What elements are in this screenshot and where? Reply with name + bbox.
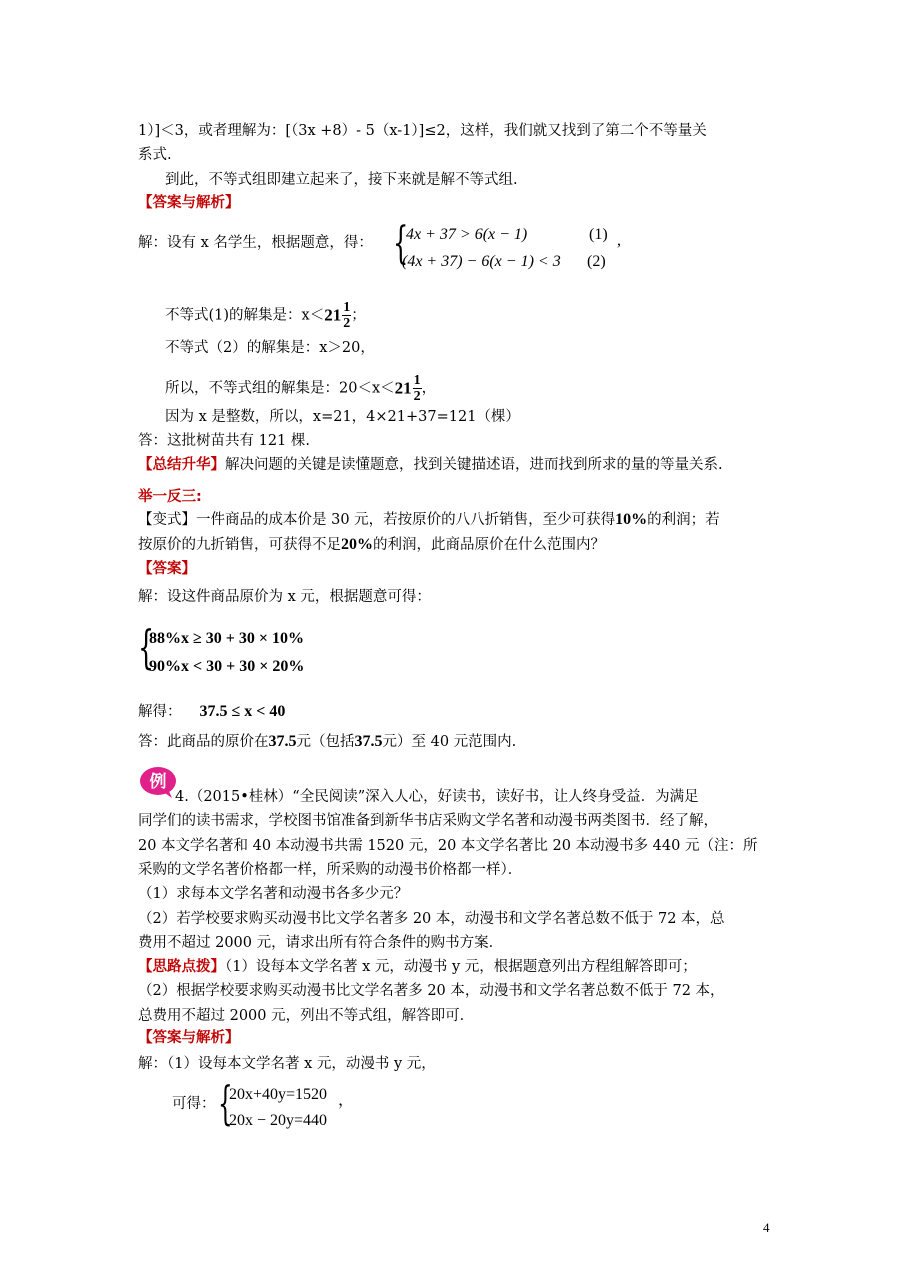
- example-line: 4.（2015•桂林）“全民阅读”深入人心，好读书，读好书，让人终身受益．为满足: [175, 789, 699, 805]
- fraction: [342, 300, 351, 331]
- example-line: 20 本文学名著和 40 本动漫书共需 1520 元，20 本文学名著比 20 本动漫书多 440 元（注：所: [138, 838, 758, 854]
- badge-label: 例: [149, 772, 167, 792]
- text: 元（包括: [296, 734, 355, 750]
- inequality-row-1: 88%x ≥ 30 + 30 × 10%: [149, 630, 305, 647]
- value: 37.5: [354, 733, 383, 750]
- mixed-number-whole: 21: [324, 305, 342, 325]
- hint-line: 总费用不超过 2000 元，列出不等式组，解答即可．: [138, 1008, 475, 1024]
- solution-set-1: [165, 300, 366, 331]
- hint-line: [138, 957, 697, 977]
- text: 元）至 40 元范围内.: [382, 734, 517, 750]
- equation-number: (1): [589, 226, 608, 243]
- question-2: 费用不超过 2000 元，请求出所有符合条件的购书方案．: [138, 935, 504, 951]
- answer-analysis-heading: 【答案与解析】: [138, 1030, 240, 1046]
- text: 的利润，此商品原价在什么范围内？: [373, 537, 605, 553]
- summary-line: [138, 455, 723, 475]
- text: 按原价的九折销售，可获得不足: [138, 537, 341, 553]
- page-number: 4: [763, 1220, 770, 1235]
- answer-line: [138, 732, 516, 752]
- value: 37.5: [268, 733, 297, 750]
- fraction: [413, 373, 422, 404]
- text: 不等式(1)的解集是：x＜: [165, 307, 325, 324]
- text-line: 系式.: [138, 147, 172, 163]
- answer-line: 答：这批树苗共有 121 棵.: [138, 433, 311, 449]
- mixed-number-whole: 21: [394, 378, 412, 398]
- text: 解得：: [138, 704, 182, 720]
- text-line: 到此，不等式组即建立起来了，接下来就是解不等式组.: [165, 172, 518, 188]
- text: 可得：: [172, 1096, 216, 1112]
- left-brace: {: [138, 620, 155, 674]
- solution-intro: 解：设这件商品原价为 x 元，根据题意可得：: [138, 589, 431, 605]
- text: ，: [421, 380, 437, 397]
- text: ；: [351, 307, 366, 324]
- solution-set-2: 不等式（2）的解集是：x＞20，: [165, 340, 375, 356]
- hint-line: （2）根据学校要求购买动漫书比文学名著多 20 本，动漫书和文学名著总数不低于 72 本，: [138, 983, 725, 999]
- denominator: 2: [413, 389, 421, 404]
- inequality-row-2: 90%x < 30 + 30 × 20%: [149, 658, 305, 675]
- inequality-row-1: 4x + 37 > 6(x − 1): [406, 226, 528, 243]
- text: 所以，不等式组的解集是：20＜x＜: [165, 380, 395, 397]
- question-2: （2）若学校要求购买动漫书比文学名著多 20 本，动漫书和文学名著总数不低于 72 本，总: [138, 911, 725, 927]
- hint-heading: 【思路点拨】: [138, 959, 225, 975]
- variant-line-2: [138, 535, 605, 555]
- percent-value: 10%: [615, 511, 648, 528]
- numerator: 1: [343, 300, 351, 315]
- solution-intro: 解：设有 x 名学生，根据题意，得：: [138, 235, 373, 251]
- example-line: 采购的文学名著价格都一样，所采购的动漫书价格都一样）．: [138, 862, 523, 878]
- text: 答：此商品的原价在: [138, 734, 269, 750]
- denominator: 2: [343, 316, 351, 331]
- solution-set-combined: [165, 373, 436, 404]
- answer-heading: 【答案】: [138, 561, 196, 577]
- solution-intro: 解：（1）设每本文学名著 x 元，动漫书 y 元，: [138, 1056, 436, 1072]
- answer-analysis-heading: 【答案与解析】: [138, 195, 240, 211]
- variant-line-1: [138, 510, 720, 530]
- left-brace: {: [218, 1076, 233, 1130]
- variant-tag: 【变式】: [138, 512, 196, 528]
- solve-expression: 37.5 ≤ x < 40: [199, 703, 286, 720]
- inequality-row-2: (4x + 37) − 6(x − 1) < 3: [402, 253, 561, 270]
- numerator: 1: [413, 373, 421, 388]
- equation-row-2: 20x − 20y=440: [229, 1112, 328, 1129]
- hint-text: （1）设每本文学名著 x 元，动漫书 y 元，根据题意列出方程组解答即可；: [225, 959, 697, 975]
- solve-line: [138, 702, 285, 722]
- question-1: （1）求每本文学名著和动漫书各多少元？: [138, 886, 409, 902]
- equation-number: (2): [587, 253, 606, 270]
- text: 的利润；若: [647, 512, 720, 528]
- practice-heading: 举一反三:: [138, 489, 202, 505]
- percent-value: 20%: [341, 536, 373, 553]
- equation-row-1: 20x+40y=1520: [229, 1086, 328, 1103]
- summary-heading: 【总结升华】: [138, 457, 225, 473]
- comma: ,: [617, 232, 621, 249]
- example-line: 同学们的读书需求，学校图书馆准备到新华书店采购文学名著和动漫书两类图书．经了解，: [138, 813, 718, 829]
- left-brace: {: [393, 218, 409, 269]
- text: 一件商品的成本价是 30 元，若按原价的八八折销售，至少可获得: [196, 512, 616, 528]
- text-line: 1）]＜3，或者理解为：[（3x +8）- 5（x-1）]≤2，这样，我们就又找到了第二个不等量关: [138, 123, 707, 139]
- comma: ，: [338, 1092, 355, 1109]
- summary-text: 解决问题的关键是读懂题意，找到关键描述语，进而找到所求的量的等量关系.: [225, 457, 723, 473]
- text-line: 因为 x 是整数，所以，x=21，4×21+37=121（棵）: [165, 409, 520, 425]
